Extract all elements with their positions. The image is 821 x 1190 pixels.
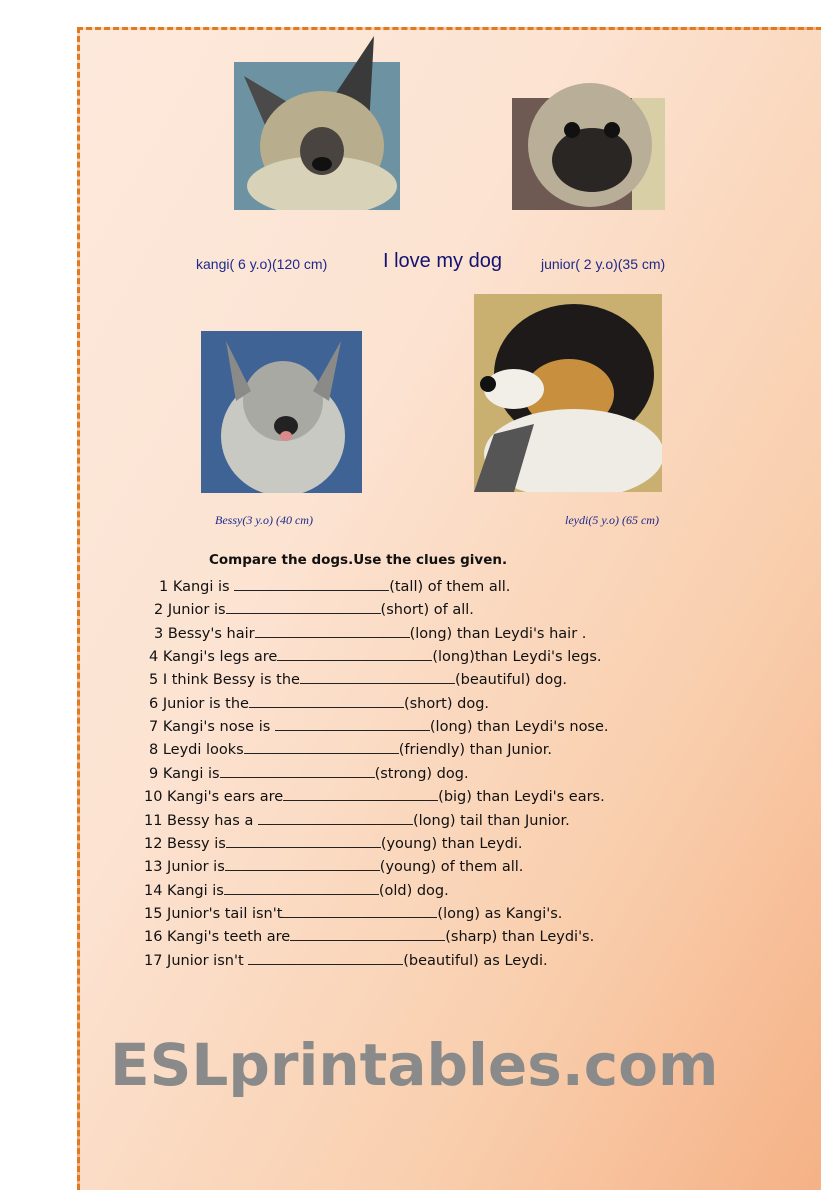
exercise-item — [149, 669, 567, 689]
answer-blank[interactable] — [283, 786, 438, 801]
caption-leydi: leydi(5 y.o) (65 cm) — [565, 513, 659, 527]
item-clue: (long) than Leydi's nose. — [429, 719, 609, 736]
item-clue: (short) of all. — [380, 602, 474, 619]
item-clue: (big) than Leydi's ears. — [438, 789, 605, 806]
item-prompt: 2 Junior is — [154, 602, 226, 619]
item-prompt: 7 Kangi's nose is — [149, 719, 275, 736]
answer-blank[interactable] — [282, 903, 437, 918]
answer-blank[interactable] — [258, 810, 413, 825]
answer-blank[interactable] — [277, 646, 432, 661]
item-clue: (long) tail than Junior. — [412, 812, 570, 829]
answer-blank[interactable] — [244, 739, 399, 754]
item-clue: (long)than Leydi's legs. — [432, 649, 602, 666]
item-prompt: 5 I think Bessy is the — [149, 672, 300, 689]
exercise-item — [144, 856, 523, 876]
item-clue: (long) as Kangi's. — [437, 905, 563, 922]
answer-blank[interactable] — [225, 856, 380, 871]
exercise-heading: Compare the dogs.Use the clues given. — [209, 552, 508, 568]
exercise-item — [149, 693, 489, 713]
item-prompt: 17 Junior isn't — [144, 952, 249, 969]
exercise-item — [144, 833, 523, 853]
item-clue: (tall) of them all. — [389, 579, 511, 595]
page-title: I love my dog — [383, 250, 502, 272]
answer-blank[interactable] — [234, 576, 389, 591]
photo-leydi-australian-shepherd — [474, 294, 662, 492]
exercise-item — [149, 739, 552, 759]
exercise-item — [159, 576, 510, 596]
photo-kangi-german-shepherd — [234, 36, 400, 210]
eslprintables-watermark: ESLprintables.com — [110, 1031, 719, 1099]
item-prompt: 10 Kangi's ears are — [144, 789, 284, 806]
item-clue: (old) dog. — [378, 882, 449, 899]
exercise-item — [144, 926, 594, 946]
item-clue: (short) dog. — [403, 695, 490, 712]
item-prompt: 16 Kangi's teeth are — [144, 929, 291, 946]
item-prompt: 13 Junior is — [144, 859, 225, 876]
exercise-item — [149, 763, 469, 783]
answer-blank[interactable] — [226, 833, 381, 848]
exercise-item — [149, 646, 602, 666]
exercise-item — [154, 623, 586, 643]
item-prompt: 1 Kangi is — [159, 579, 235, 595]
item-prompt: 12 Bessy is — [144, 835, 226, 852]
item-prompt: 9 Kangi is — [149, 765, 220, 782]
answer-blank[interactable] — [226, 599, 381, 614]
exercise-item — [144, 950, 548, 970]
caption-junior: junior( 2 y.o)(35 cm) — [541, 256, 666, 272]
caption-bessy: Bessy(3 y.o) (40 cm) — [215, 513, 313, 527]
answer-blank[interactable] — [249, 693, 404, 708]
item-clue: (long) than Leydi's hair . — [409, 625, 587, 642]
exercise-item — [144, 786, 605, 806]
exercise-item — [144, 903, 562, 923]
item-prompt: 14 Kangi is — [144, 882, 224, 899]
item-prompt: 6 Junior is the — [149, 695, 249, 712]
answer-blank[interactable] — [300, 669, 455, 684]
exercise-item — [154, 599, 474, 619]
caption-kangi: kangi( 6 y.o)(120 cm) — [196, 256, 328, 272]
photo-junior-pug — [512, 75, 665, 210]
item-clue: (beautiful) as Leydi. — [403, 952, 548, 969]
answer-blank[interactable] — [248, 950, 403, 965]
item-prompt: 15 Junior's tail isn't — [144, 905, 283, 922]
answer-blank[interactable] — [220, 763, 375, 778]
item-clue: (young) than Leydi. — [380, 835, 523, 852]
exercise-item — [149, 716, 609, 736]
item-clue: (friendly) than Junior. — [398, 742, 553, 759]
item-clue: (sharp) than Leydi's. — [445, 929, 595, 946]
exercise-item — [144, 810, 570, 830]
answer-blank[interactable] — [224, 880, 379, 895]
item-clue: (young) of them all. — [379, 859, 524, 876]
answer-blank[interactable] — [255, 623, 410, 638]
item-clue: (beautiful) dog. — [454, 672, 568, 689]
answer-blank[interactable] — [290, 926, 445, 941]
exercise-item — [144, 880, 449, 900]
item-prompt: 11 Bessy has a — [144, 812, 258, 829]
item-prompt: 3 Bessy's hair — [154, 625, 255, 642]
item-prompt: 8 Leydi looks — [149, 742, 244, 759]
answer-blank[interactable] — [275, 716, 430, 731]
item-clue: (strong) dog. — [374, 765, 469, 782]
photo-bessy-skye-terrier — [201, 331, 362, 493]
item-prompt: 4 Kangi's legs are — [149, 649, 278, 666]
